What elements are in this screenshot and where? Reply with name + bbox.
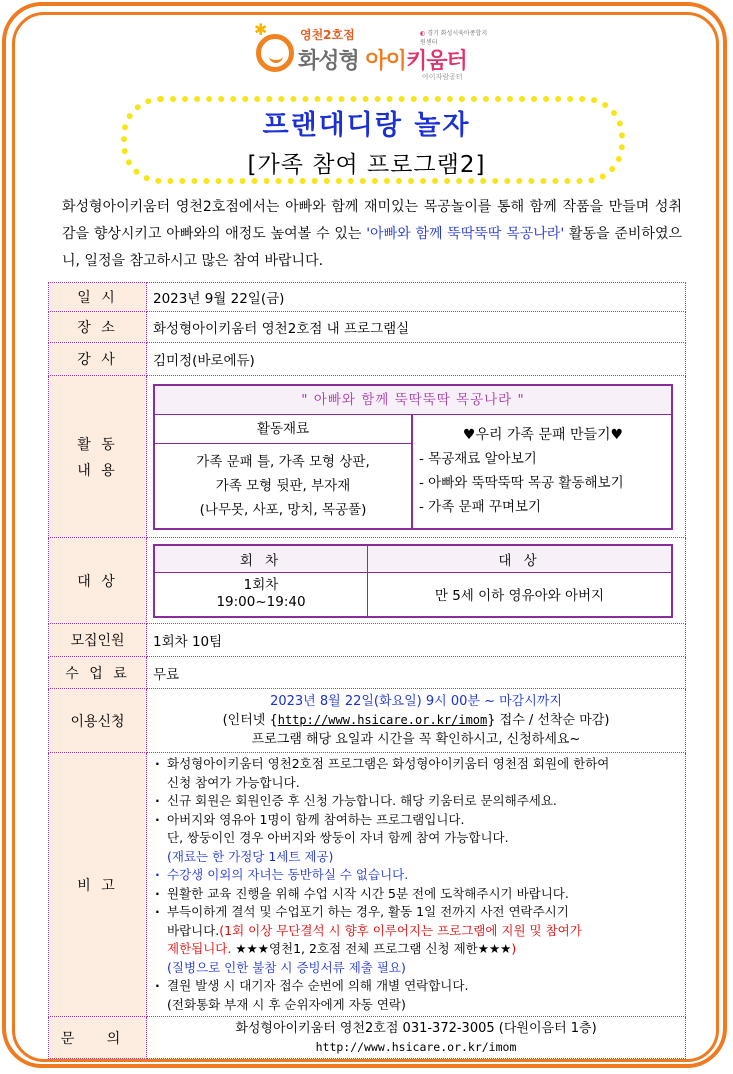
target-col2-header: 대 상	[368, 545, 673, 573]
target-time: 19:00~19:40	[216, 594, 306, 611]
target-audience: 만 5세 이하 영유아와 아버지	[368, 573, 673, 617]
notes-list	[153, 755, 681, 1014]
row-fee	[49, 657, 686, 689]
logo-branch: 영천2호점	[300, 28, 355, 42]
activity-body	[155, 415, 671, 528]
label-activity-2: 내 용	[77, 462, 118, 479]
apply-method-post: } 접수 / 선착순 마감)	[487, 713, 610, 728]
note-item: · 수강생 이외의 자녀는 동반하실 수 없습니다.	[153, 866, 681, 885]
row-notes	[49, 753, 686, 1017]
notes-cell	[147, 753, 686, 1017]
row-contact	[49, 1017, 686, 1059]
step-item: - 목공재료 알아보기	[419, 450, 537, 467]
note-warning: (1회 이상 무단결석 시 향후 이루어지는 프로그램에 지원 및 참여가	[219, 922, 582, 938]
row-place	[49, 312, 686, 343]
value-date: 2023년 9월 22일(금)	[147, 283, 686, 312]
intro-highlight: '아빠와 함께 뚝딱뚝딱 목공나라'	[366, 226, 565, 242]
label-target: 대 상	[49, 538, 147, 624]
target-table	[153, 544, 673, 618]
note-item: · 결원 발생 시 대기자 접수 순번에 의해 개별 연락합니다.	[153, 977, 681, 996]
target-row	[154, 573, 672, 617]
note-warning: )	[511, 941, 517, 956]
step-item: - 아빠와 뚝딱뚝딱 목공 활동해보기	[419, 474, 624, 491]
row-apply	[49, 689, 686, 753]
target-session: 1회차	[243, 577, 279, 594]
label-date: 일 시	[49, 283, 147, 312]
steps-column	[413, 415, 671, 528]
info-table	[48, 282, 686, 1059]
value-recruit: 1회차 10팀	[147, 624, 686, 657]
logo-name-a: 화성형	[298, 49, 366, 74]
label-activity	[49, 376, 147, 538]
intro-text-2: 활동을 준비하였으니, 일정을 참고하시고 많은 참여 바랍니다.	[62, 226, 682, 269]
program-title: " 아빠와 함께 뚝딱뚝딱 목공나라 "	[155, 386, 671, 415]
row-teacher	[49, 343, 686, 376]
materials-line: 가족 문패 틀, 가족 모형 상판,	[196, 453, 370, 470]
note-text: 바랍니다.	[167, 922, 220, 938]
label-fee: 수 업 료	[49, 657, 147, 689]
page-title: 프랜대디랑 놀자	[262, 110, 471, 141]
contact-info: 화성형아이키움터 영천2호점 031-372-3005 (다원이음터 1층)	[235, 1020, 597, 1036]
note-item: (재료는 한 가정당 1세트 제공)	[167, 848, 334, 864]
activity-cell	[147, 376, 686, 538]
target-cell	[147, 538, 686, 624]
steps-header: ♥우리 가족 문패 만들기♥	[462, 426, 624, 443]
value-fee: 무료	[147, 657, 686, 689]
label-apply: 이용신청	[49, 689, 147, 753]
label-recruit: 모집인원	[49, 624, 147, 657]
row-date	[49, 283, 686, 312]
note-item: (전화통화 부재 시 후 순위자에게 자동 연락)	[167, 996, 406, 1012]
logo-org: ◐ 경기 화성시육아종합지원센터	[420, 28, 490, 46]
note-warning: 제한됩니다.	[167, 941, 236, 956]
label-teacher: 강 사	[49, 343, 147, 376]
row-activity	[49, 376, 686, 538]
note-item: 신청 참여가 가능합니다.	[167, 774, 300, 790]
logo-sub: 아이자람공터	[422, 73, 463, 81]
materials-line: 가족 모형 뒷판, 부자재	[215, 477, 351, 494]
logo-name	[298, 44, 467, 75]
step-item: - 가족 문패 꾸며보기	[419, 498, 542, 515]
star-icon: ✱	[254, 20, 268, 39]
label-notes: 비 고	[49, 753, 147, 1017]
label-place: 장 소	[49, 312, 147, 343]
logo	[250, 20, 490, 82]
contact-link[interactable]: http://www.hsicare.or.kr/imom	[315, 1039, 517, 1054]
note-item: · 아버지와 영유아 1명이 함께 참여하는 프로그램입니다.	[153, 811, 681, 830]
intro-text-1: 화성형아이키움터 영천2호점에서는 아빠와 함께 재미있는 목공놀이를 통해 함께 작품을 만들며 성취감을 향상시키고 아빠와의 애정도 높여볼 수 있는	[62, 199, 682, 242]
note-item: (질병으로 인한 불참 시 증빙서류 제출 필요)	[167, 959, 406, 975]
row-target	[49, 538, 686, 624]
apply-cell	[147, 689, 686, 753]
row-recruit	[49, 624, 686, 657]
materials-line: (나무못, 사포, 망치, 목공풀)	[199, 501, 367, 518]
apply-method-pre: (인터넷 {	[222, 713, 278, 728]
materials-header: 활동재료	[155, 415, 411, 444]
note-item: 단, 쌍둥이인 경우 아버지와 쌍둥이 자녀 함께 참여 가능합니다.	[167, 830, 509, 845]
materials-list	[155, 444, 411, 528]
intro-paragraph	[62, 194, 682, 275]
note-item: · 부득이하게 결석 및 수업포기 하는 경우, 활동 1일 전까지 사전 연락주시기	[153, 903, 681, 922]
apply-notice: 프로그램 해당 요일과 시간을 꼭 확인하시고, 신청하세요~	[251, 732, 581, 747]
smile-face-icon	[256, 34, 294, 72]
logo-name-b: 아이	[365, 49, 406, 74]
target-session-cell	[154, 573, 368, 617]
apply-link[interactable]: http://www.hsicare.or.kr/imom	[277, 713, 488, 727]
label-activity-1: 활 동	[77, 436, 118, 453]
logo-name-c: 키움터	[405, 49, 467, 74]
label-contact: 문 의	[49, 1017, 147, 1059]
page-subtitle: [가족 참여 프로그램2]	[247, 152, 486, 178]
materials-column	[155, 415, 413, 528]
note-item: · 화성형아이키움터 영천2호점 프로그램은 화성형아이키움터 영천점 회원에 한하여	[153, 755, 681, 774]
target-header-row	[154, 545, 672, 573]
apply-method	[147, 711, 685, 730]
note-item	[153, 940, 681, 959]
note-text: ★★★영천1, 2호점 전체 프로그램 신청 제한★★★	[235, 941, 512, 956]
apply-period: 2023년 8월 22일(화요일) 9시 00분 ~ 마감시까지	[270, 694, 562, 709]
note-item	[153, 922, 681, 941]
note-item: · 신규 회원은 회원인증 후 신청 가능합니다. 해당 키움터로 문의해주세요.	[153, 792, 681, 811]
value-place: 화성형아이키움터 영천2호점 내 프로그램실	[147, 312, 686, 343]
note-item: · 원활한 교육 진행을 위해 수업 시작 시간 5분 전에 도착해주시기 바랍니다.	[153, 885, 681, 904]
activity-box	[153, 384, 673, 530]
target-col1-header: 회 차	[154, 545, 368, 573]
contact-cell	[147, 1017, 686, 1059]
value-teacher: 김미정(바로에듀)	[147, 343, 686, 376]
